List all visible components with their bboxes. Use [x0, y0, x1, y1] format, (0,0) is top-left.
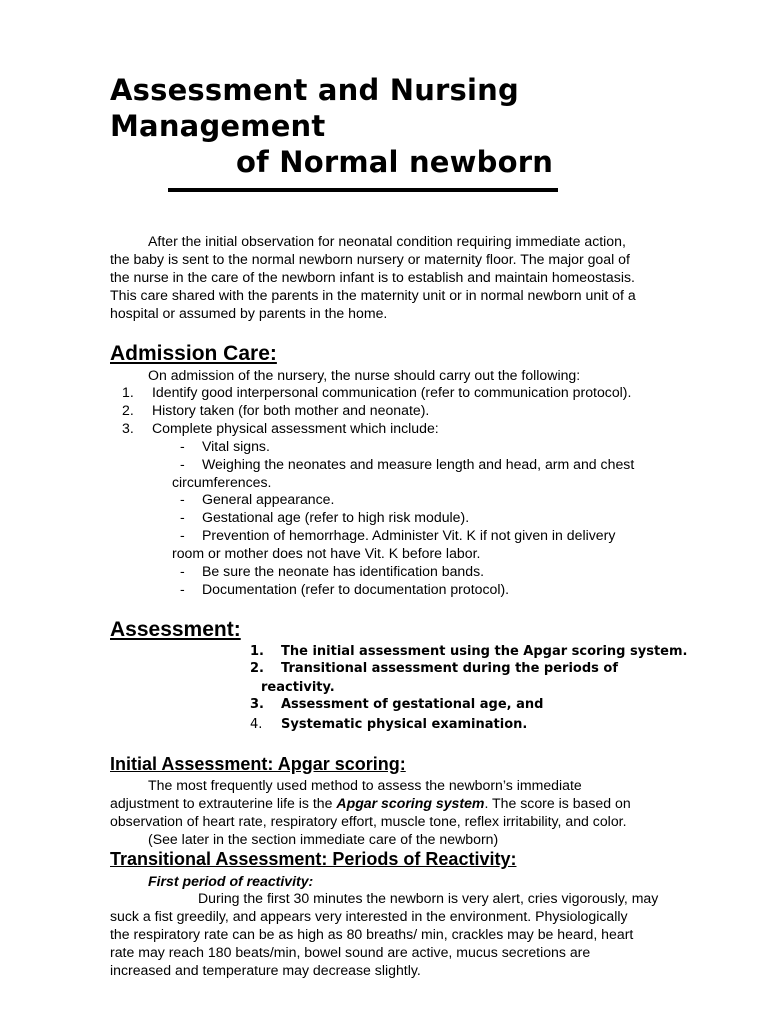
dash: -	[180, 509, 185, 525]
sub-item	[180, 526, 615, 544]
item-number: 3.	[250, 697, 264, 712]
apgar-line	[110, 794, 631, 812]
assessment-item-continuation: reactivity.	[261, 680, 335, 695]
item-text: The initial assessment using the Apgar scoring system.	[281, 644, 688, 659]
intro-line: After the initial observation for neonatal condition requiring immediate action,	[148, 233, 626, 249]
transitional-line: During the first 30 minutes the newborn is very alert, cries vigorously, may	[198, 890, 659, 906]
sub-item-text: Weighing the neonates and measure length and head, arm and chest	[202, 456, 635, 472]
apgar-text: adjustment to extrauterine life is the	[110, 795, 337, 811]
assessment-item	[250, 716, 527, 734]
title-underline	[168, 188, 558, 192]
admission-item	[122, 419, 439, 437]
sub-item	[180, 490, 334, 508]
assessment-item	[250, 643, 687, 661]
dash: -	[180, 438, 185, 454]
intro-line: hospital or assumed by parents in the home.	[110, 305, 388, 321]
item-number: 1.	[122, 384, 134, 400]
dash: -	[180, 456, 185, 472]
assessment-item	[250, 660, 618, 678]
admission-item	[122, 383, 631, 401]
sub-item-text: Gestational age (refer to high risk module).	[202, 509, 470, 525]
title-line-2: Management	[110, 109, 326, 143]
apgar-line: observation of heart rate, respiratory effort, muscle tone, reflex irritability, and color.	[110, 813, 627, 829]
item-text: Transitional assessment during the periods of	[281, 661, 618, 676]
transitional-line: suck a fist greedily, and appears very interested in the environment. Physiologically	[110, 908, 628, 924]
title-line-3: of Normal newborn	[236, 145, 554, 179]
item-number: 3.	[122, 420, 134, 436]
admission-lead: On admission of the nursery, the nurse should carry out the following:	[148, 367, 581, 383]
dash: -	[180, 563, 185, 579]
admission-item	[122, 401, 429, 419]
document-title	[110, 72, 553, 180]
transitional-heading: Transitional Assessment: Periods of Reactivity:	[110, 849, 517, 869]
apgar-line: (See later in the section immediate care of the newborn)	[148, 831, 499, 847]
item-text: Assessment of gestational age, and	[281, 697, 544, 712]
sub-item-text: Be sure the neonate has identification bands.	[202, 563, 485, 579]
item-text: Complete physical assessment which include:	[152, 420, 439, 436]
assessment-heading: Assessment:	[110, 618, 241, 641]
admission-heading: Admission Care:	[110, 342, 277, 365]
item-text: Systematic physical examination.	[281, 717, 528, 732]
apgar-heading: Initial Assessment: Apgar scoring:	[110, 754, 406, 774]
transitional-subheading: First period of reactivity:	[148, 873, 314, 889]
apgar-line: The most frequently used method to assess the newborn’s immediate	[148, 777, 582, 793]
sub-item	[180, 437, 270, 455]
intro-line: the baby is sent to the normal newborn nursery or maternity floor. The major goal of	[110, 251, 630, 267]
apgar-emphasis: Apgar scoring system	[336, 795, 485, 811]
apgar-text: . The score is based on	[484, 795, 631, 811]
dash: -	[180, 581, 185, 597]
item-number: 1.	[250, 644, 264, 659]
sub-item	[180, 580, 509, 598]
sub-item-text: General appearance.	[202, 491, 335, 507]
sub-item-continuation: room or mother does not have Vit. K before labor.	[172, 545, 481, 561]
item-number: 2.	[250, 661, 264, 676]
title-line-1: Assessment and Nursing	[110, 73, 519, 107]
item-number: 4.	[250, 717, 263, 732]
dash: -	[180, 527, 185, 543]
intro-line: the nurse in the care of the newborn infant is to establish and maintain homeostasis.	[110, 269, 635, 285]
sub-item-text: Vital signs.	[202, 438, 270, 454]
sub-item	[180, 562, 484, 580]
sub-item-continuation: circumferences.	[172, 474, 272, 490]
item-text: Identify good interpersonal communication (refer to communication protocol).	[152, 384, 632, 400]
sub-item-text: Prevention of hemorrhage. Administer Vit. K if not given in delivery	[202, 527, 616, 543]
transitional-line: rate may reach 180 beats/min, bowel sound are active, mucus secretions are	[110, 944, 591, 960]
transitional-line: the respiratory rate can be as high as 80 breaths/ min, crackles may be heard, heart	[110, 926, 634, 942]
assessment-item	[250, 696, 543, 714]
sub-item-text: Documentation (refer to documentation protocol).	[202, 581, 510, 597]
dash: -	[180, 491, 185, 507]
intro-line: This care shared with the parents in the maternity unit or in normal newborn unit of a	[110, 287, 636, 303]
transitional-line: increased and temperature may decrease slightly.	[110, 962, 421, 978]
sub-item	[180, 455, 634, 473]
item-number: 2.	[122, 402, 134, 418]
item-text: History taken (for both mother and neonate).	[152, 402, 430, 418]
sub-item	[180, 508, 469, 526]
